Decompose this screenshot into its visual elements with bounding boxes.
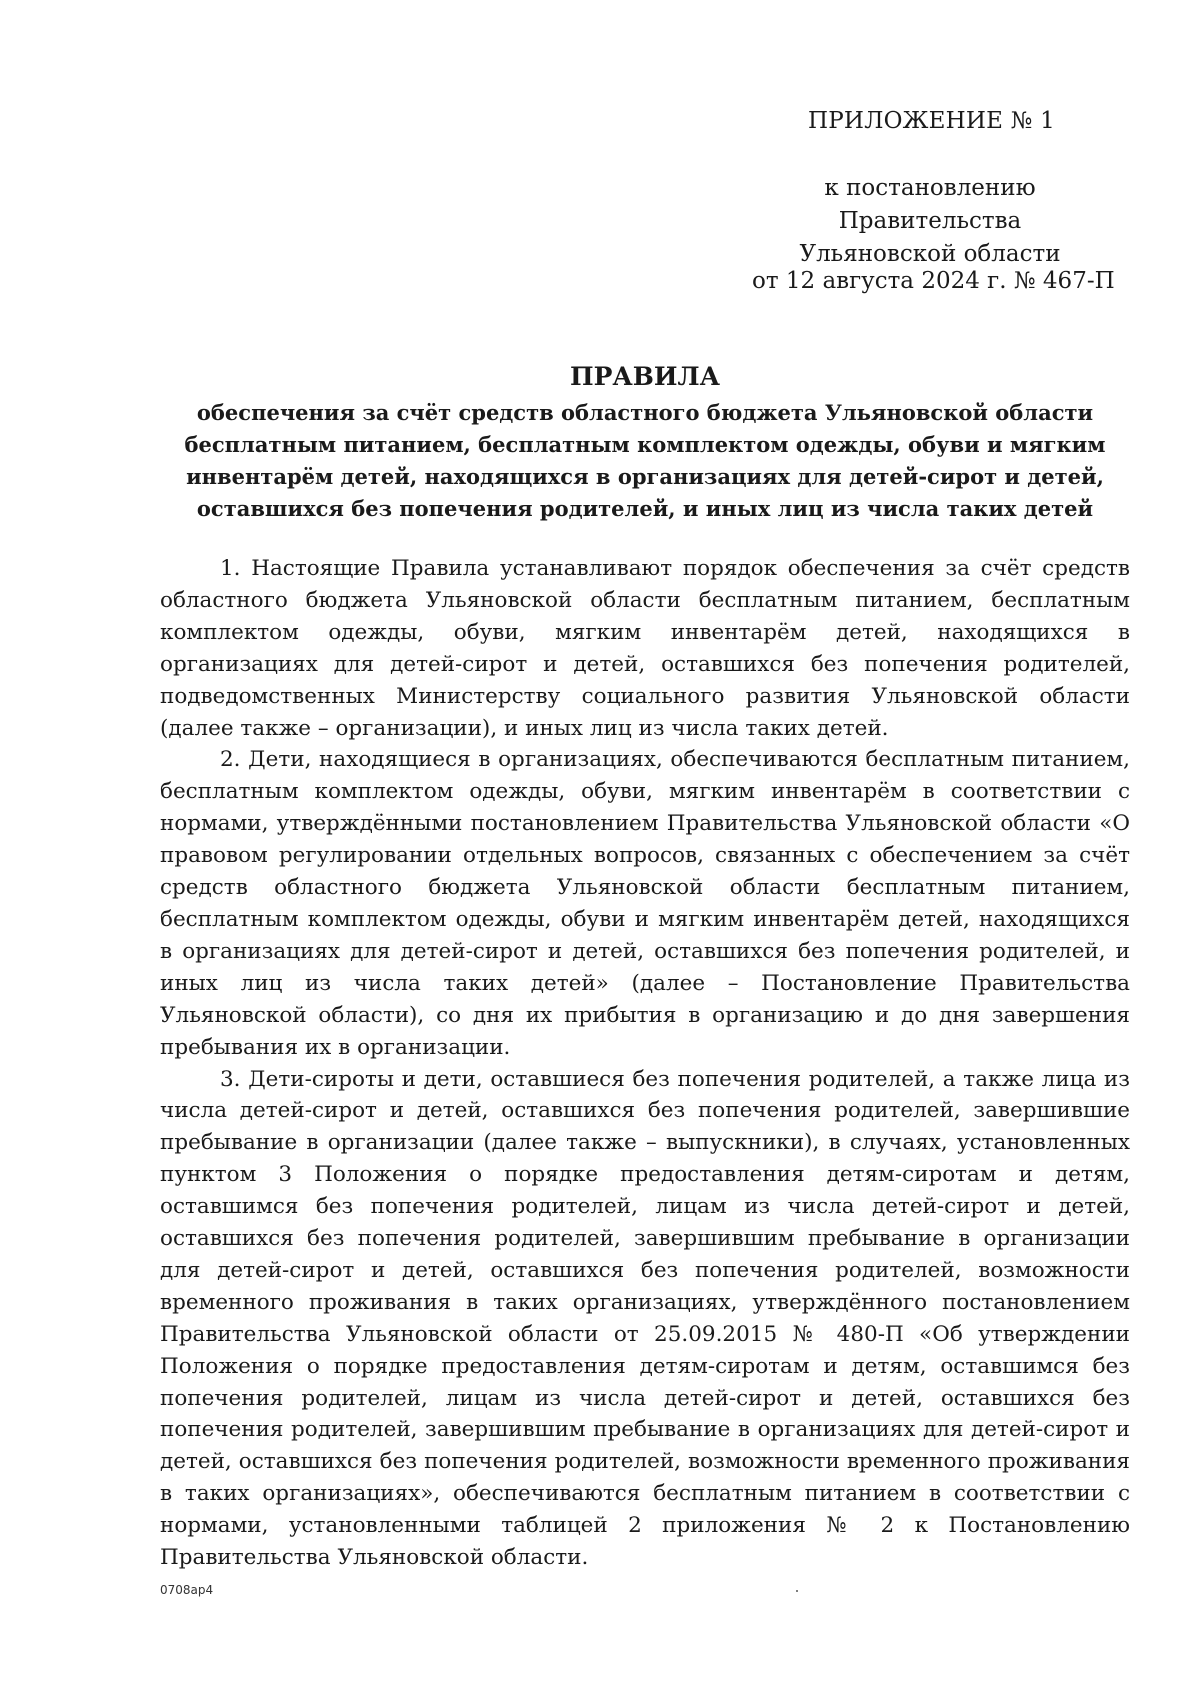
document-subtitle: обеспечения за счёт средств областного бюджета Ульяновской области бесплатным питанием, бесплатным комплектом одежды, обуви и мягким инвентарём детей, находящихся в организациях для детей-сирот и детей, оставшихся без попечения родителей, и иных лиц из числа таких детей xyxy=(184,400,1106,521)
scan-artifact-dot xyxy=(796,1590,798,1592)
appendix-title: ПРИЛОЖЕНИЕ № 1 xyxy=(808,108,1055,134)
document-title: ПРАВИЛА xyxy=(570,362,720,391)
appendix-reference xyxy=(735,172,1125,271)
paragraph-1: 1. Настоящие Правила устанавливают порядок обеспечения за счёт средств областного бюджета Ульяновской области бесплатным питанием, бесплатным комплектом одежды, обуви, мягким инвентарём детей, находящихся в организациях для детей-сирот и детей, оставшихся без попечения родителей, подведомственных Министерству социального развития Ульяновской области (далее также – организации), и иных лиц из числа таких детей. xyxy=(160,556,1130,741)
appendix-date-number: от 12 августа 2024 г. № 467-П xyxy=(752,268,1115,294)
paragraph-2: 2. Дети, находящиеся в организациях, обеспечиваются бесплатным питанием, бесплатным комплектом одежды, обуви, мягким инвентарём в соответствии с нормами, утверждёнными постановлением Правительства Ульяновской области «О правовом регулировании отдельных вопросов, связанных с обеспечением за счёт средств областного бюджета Ульяновской области бесплатным питанием, бесплатным комплектом одежды, обуви и мягким инвентарём детей, находящихся в организациях для детей-сирот и детей, оставшихся без попечения родителей, и иных лиц из числа таких детей» (далее – Постановление Правительства Ульяновской области), со дня их прибытия в организацию и до дня завершения пребывания их в организации. xyxy=(160,747,1130,1060)
appendix-ref-line-2: Ульяновской области xyxy=(799,241,1061,267)
document-body xyxy=(160,553,1130,1574)
footer-code: 0708ap4 xyxy=(160,1583,214,1597)
appendix-ref-line-1: к постановлению Правительства xyxy=(824,175,1036,234)
paragraph-3: 3. Дети-сироты и дети, оставшиеся без попечения родителей, а также лица из числа детей-сирот и детей, оставшихся без попечения родителей, завершившие пребывание в организации (далее также – выпускники), в случаях, установленных пунктом 3 Положения о порядке предоставления детям-сиротам и детям, оставшимся без попечения родителей, лицам из числа детей-сирот и детей, оставшихся без попечения родителей, завершившим пребывание в организации для детей-сирот и детей, оставшихся без попечения родителей, возможности временного проживания в таких организациях, утверждённого постановлением Правительства Ульяновской области от 25.09.2015 № 480-П «Об утверждении Положения о порядке предоставления детям-сиротам и детям, оставшимся без попечения родителей, лицам из числа детей-сирот и детей, оставшихся без попечения родителей, завершившим пребывание в организациях для детей-сирот и детей, оставшихся без попечения родителей, возможности временного проживания в таких организациях», обеспечиваются бесплатным питанием в соответствии с нормами, установленными таблицей 2 приложения № 2 к Постановлению Правительства Ульяновской области. xyxy=(160,1066,1130,1571)
